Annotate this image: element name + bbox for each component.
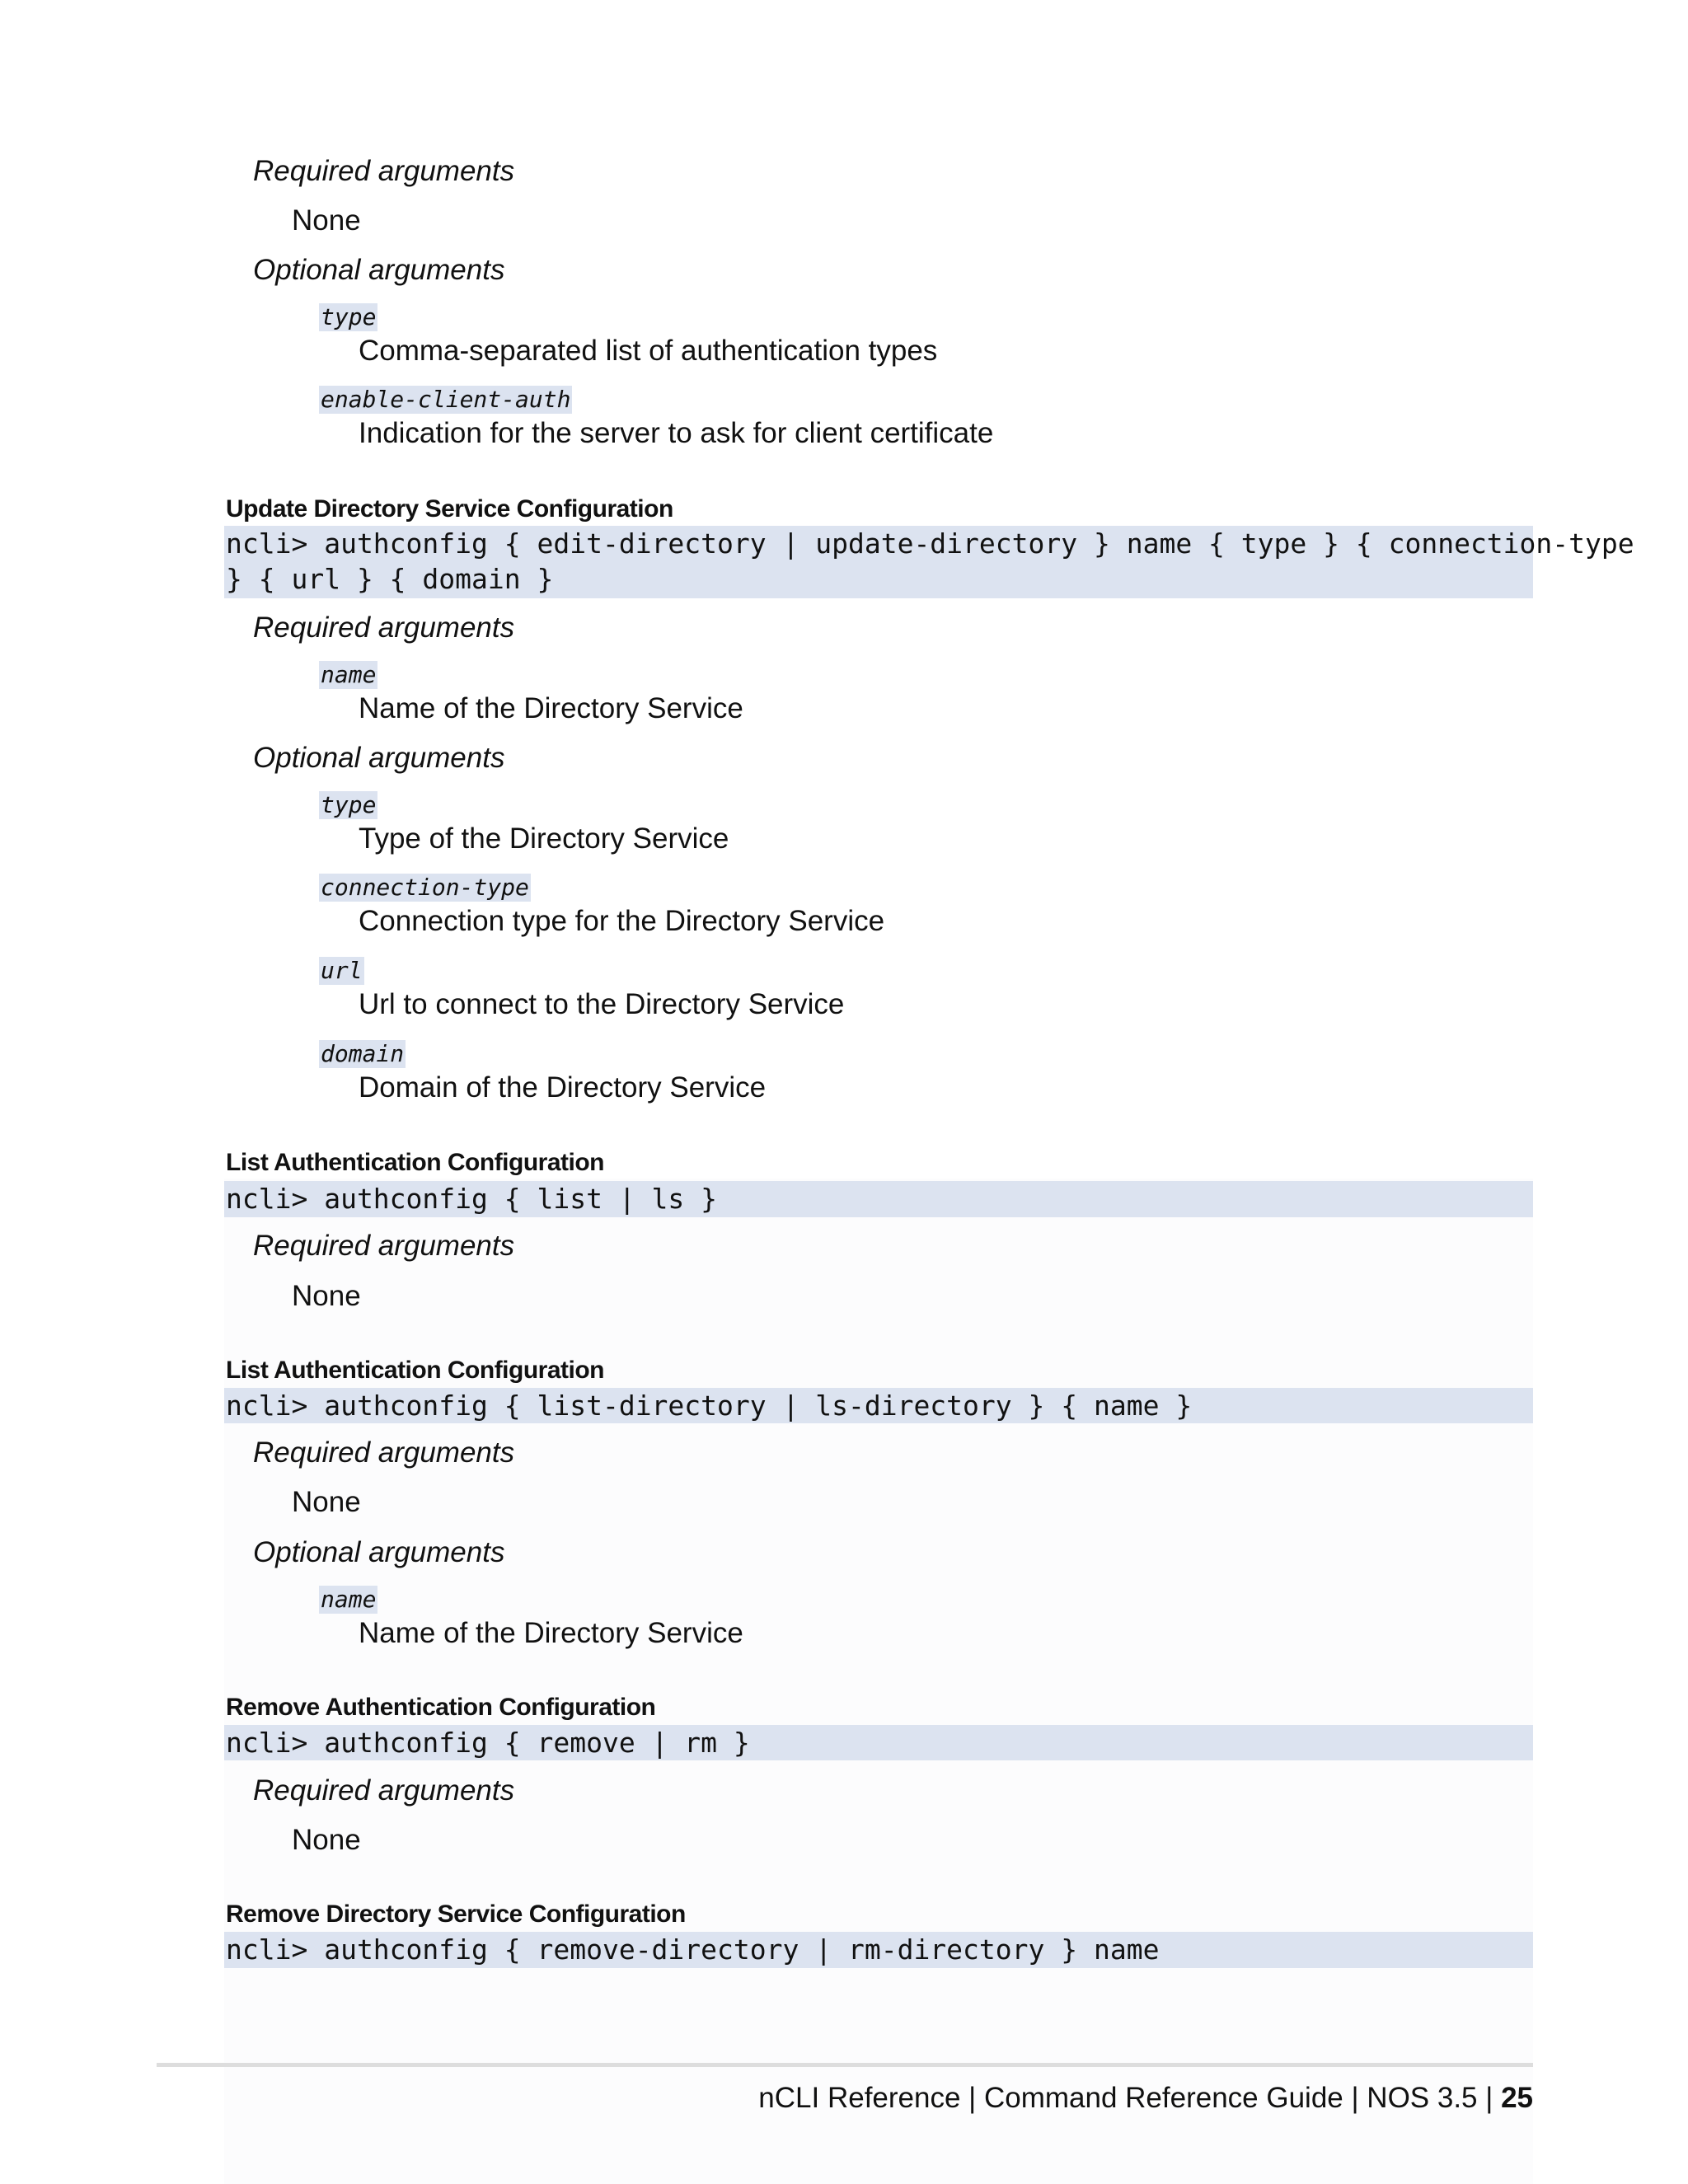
required-value-none: None — [292, 1486, 361, 1518]
argument-name: type — [321, 791, 377, 818]
required-arguments-heading: Required arguments — [253, 155, 515, 187]
section-title: List Authentication Configuration — [226, 1149, 605, 1176]
page-footer — [758, 2082, 1533, 2115]
footer-text: nCLI Reference | Command Reference Guide | NOS 3.5 | — [758, 2082, 1502, 2114]
optional-arguments-heading: Optional arguments — [253, 742, 505, 774]
required-value-none: None — [292, 1280, 361, 1312]
command-line: ncli> authconfig { edit-directory | update-directory } name { type } { connection-type — [226, 527, 1634, 560]
section-title: Update Directory Service Configuration — [226, 495, 673, 523]
argument-description: Name of the Directory Service — [359, 1617, 743, 1649]
required-arguments-heading: Required arguments — [253, 1230, 515, 1262]
section-title: Remove Directory Service Configuration — [226, 1900, 686, 1928]
command-line: ncli> authconfig { list | ls } — [226, 1183, 718, 1215]
required-value-none: None — [292, 1824, 361, 1856]
footer-divider — [157, 2063, 1533, 2067]
command-line: ncli> authconfig { remove-directory | rm-directory } name — [226, 1933, 1160, 1966]
required-arguments-heading: Required arguments — [253, 1774, 515, 1807]
optional-arguments-heading: Optional arguments — [253, 254, 505, 286]
optional-arguments-heading: Optional arguments — [253, 1536, 505, 1568]
argument-description: Url to connect to the Directory Service — [359, 988, 845, 1020]
argument-name: name — [321, 661, 377, 688]
argument-name: enable-client-auth — [321, 386, 571, 413]
argument-name: connection-type — [321, 874, 529, 901]
argument-name: type — [321, 303, 377, 330]
argument-name: url — [321, 957, 363, 984]
required-arguments-heading: Required arguments — [253, 612, 515, 644]
required-arguments-heading: Required arguments — [253, 1436, 515, 1469]
argument-description: Type of the Directory Service — [359, 823, 729, 855]
section-title: List Authentication Configuration — [226, 1357, 605, 1384]
argument-description: Name of the Directory Service — [359, 692, 743, 724]
content-panel-background — [224, 1179, 1533, 2184]
argument-description: Connection type for the Directory Service — [359, 905, 885, 937]
argument-name: domain — [321, 1040, 405, 1067]
command-line: ncli> authconfig { list-directory | ls-directory } { name } — [226, 1390, 1193, 1422]
section-title: Remove Authentication Configuration — [226, 1694, 656, 1721]
command-line: } { url } { domain } — [226, 563, 554, 595]
required-value-none: None — [292, 204, 361, 237]
command-line: ncli> authconfig { remove | rm } — [226, 1727, 750, 1759]
argument-name: name — [321, 1586, 377, 1613]
argument-description: Domain of the Directory Service — [359, 1071, 767, 1104]
page-number: 25 — [1501, 2082, 1533, 2114]
argument-description: Comma-separated list of authentication types — [359, 335, 938, 367]
argument-description: Indication for the server to ask for client certificate — [359, 417, 994, 449]
